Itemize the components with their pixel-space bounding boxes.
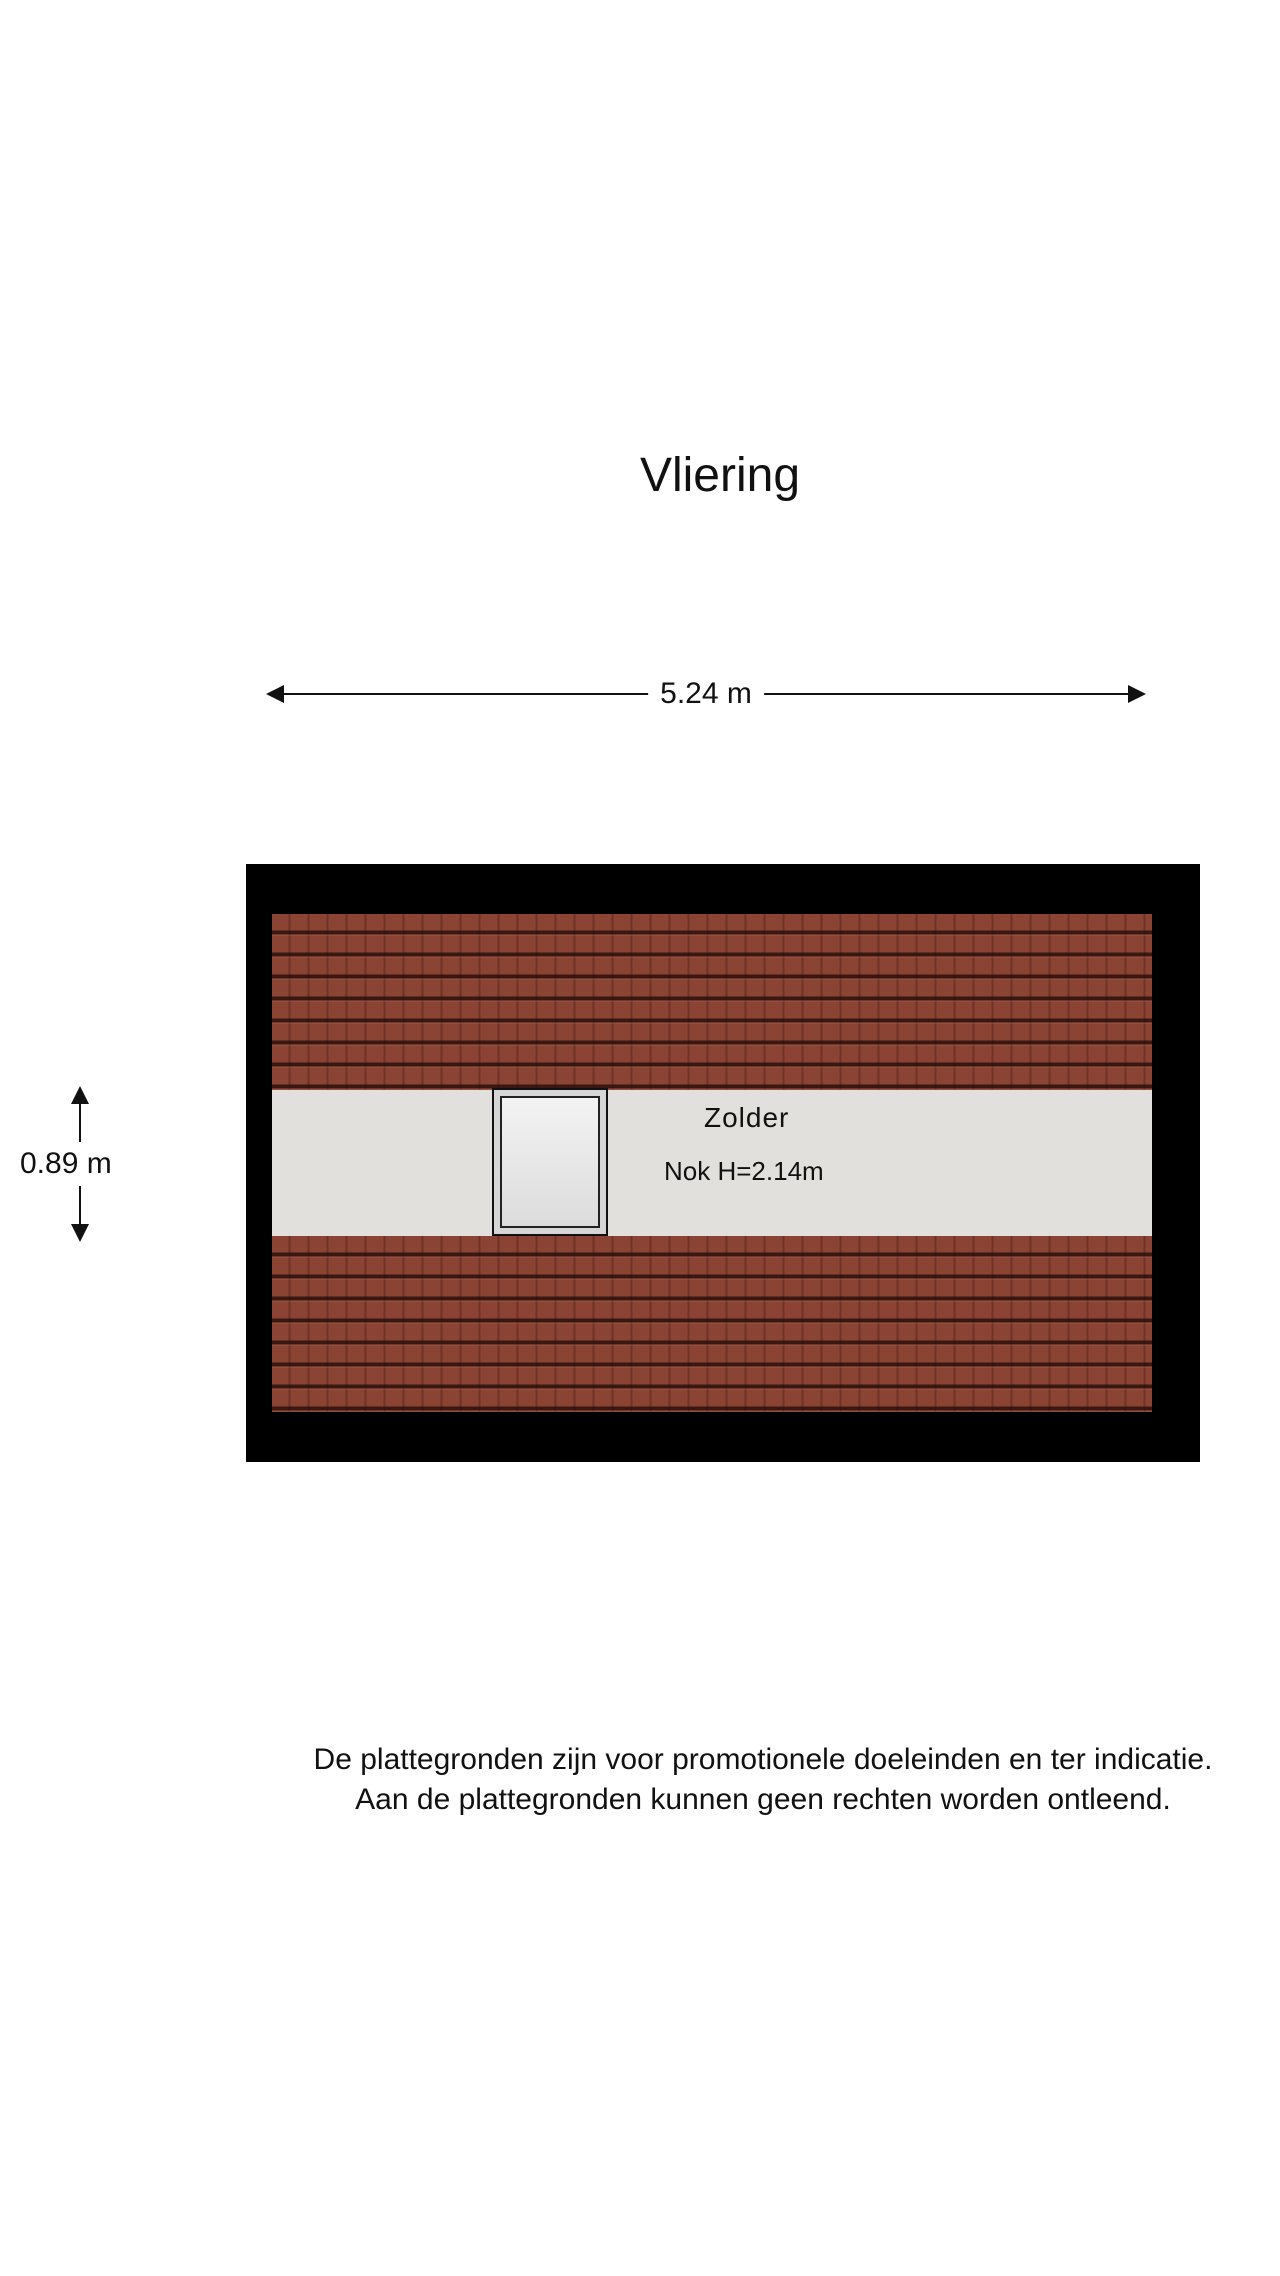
arrow-right-icon	[1128, 685, 1146, 703]
skylight-icon	[492, 1088, 608, 1236]
floor-plan	[246, 864, 1200, 1462]
room-name: Zolder	[704, 1102, 790, 1133]
skylight-glass	[500, 1096, 600, 1228]
width-dimension	[268, 672, 1144, 716]
arrow-down-icon	[71, 1224, 89, 1242]
floor-title: Vliering	[639, 449, 801, 502]
arrow-up-icon	[71, 1086, 89, 1104]
depth-dimension-label: 0.89 m	[20, 1142, 140, 1186]
arrow-left-icon	[266, 685, 284, 703]
roof-slope-bottom	[272, 1236, 1152, 1412]
room-zolder	[272, 1090, 1152, 1236]
disclaimer-line-1: De plattegronden zijn voor promotionele doeleinden en ter indicatie.	[313, 1743, 1213, 1776]
disclaimer-line-2: Aan de plattegronden kunnen geen rechten worden ontleend.	[355, 1783, 1171, 1816]
disclaimer	[246, 1740, 1280, 1820]
roof-slope-top	[272, 914, 1152, 1090]
room-height-label: Nok H=2.14m	[664, 1156, 824, 1186]
width-dimension-label: 5.24 m	[648, 672, 764, 716]
